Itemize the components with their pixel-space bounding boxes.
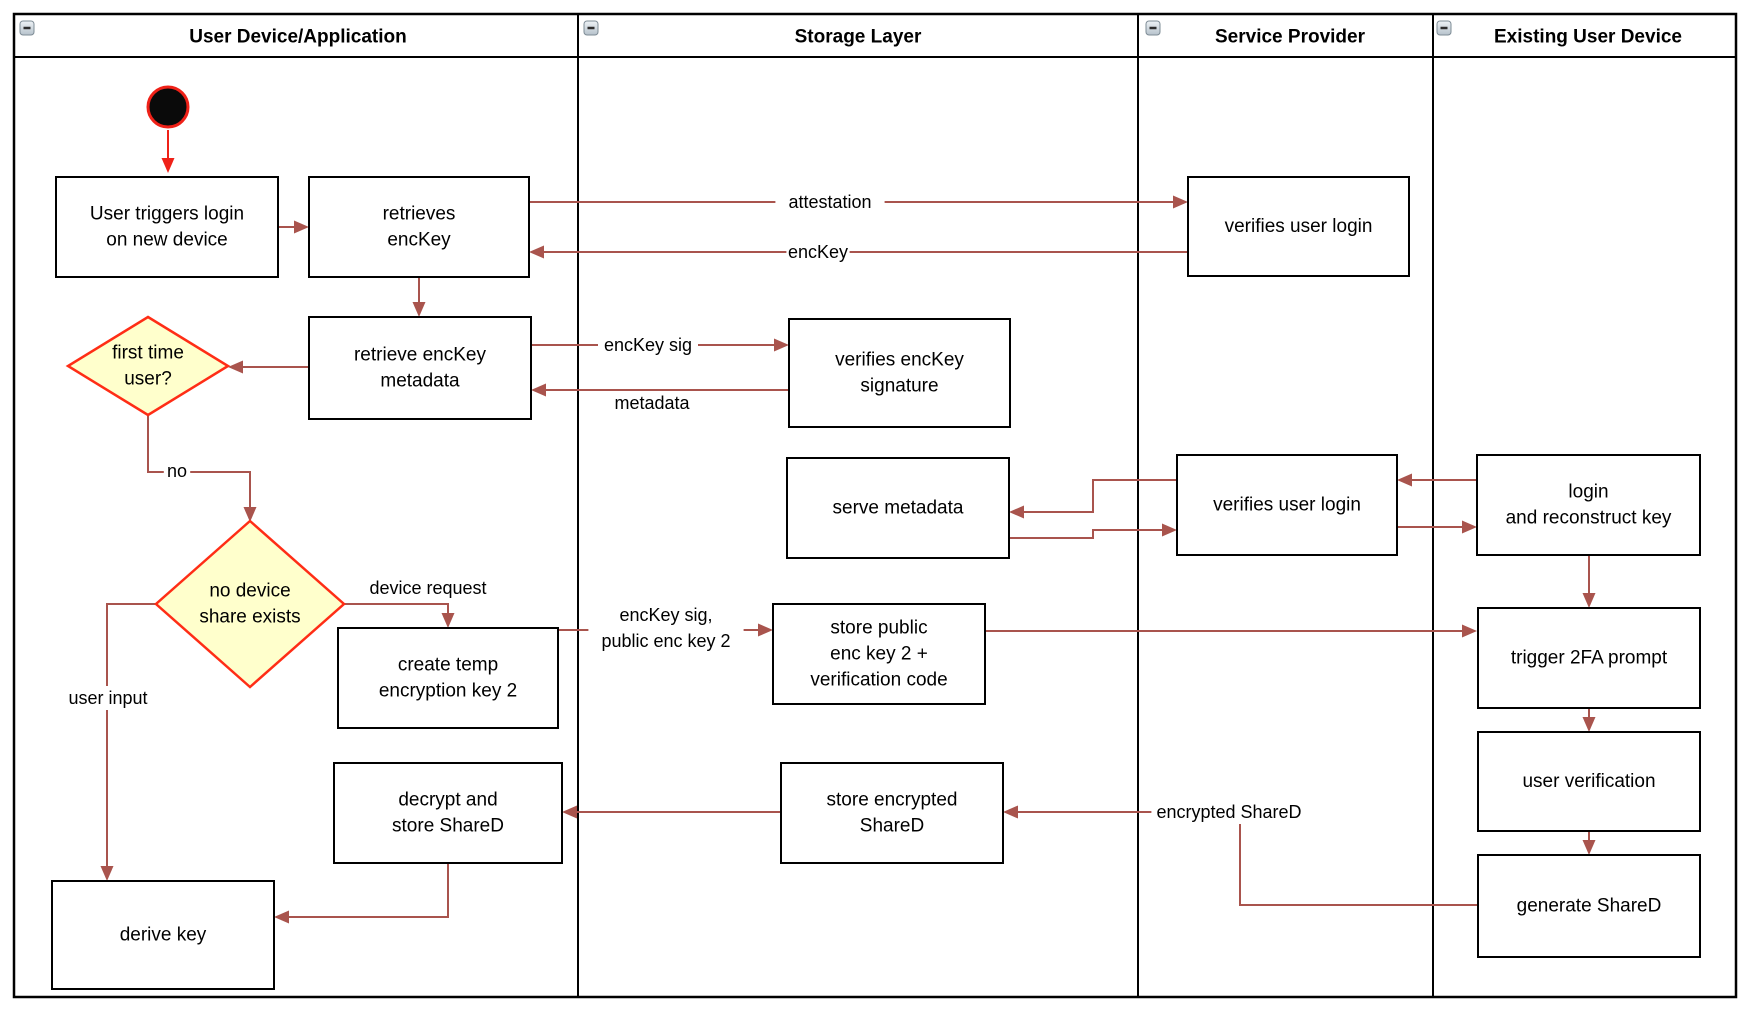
node-label: derive key: [119, 924, 207, 946]
node-create-temp-encryption-key-2[interactable]: [338, 628, 558, 728]
node-trigger-2fa-prompt[interactable]: [1478, 608, 1700, 708]
node-serve-metadata[interactable]: [787, 458, 1009, 558]
lane-title-2: Service Provider: [1215, 26, 1365, 48]
node-label: first time user?: [112, 342, 184, 390]
edge-label-device-request-label: [360, 576, 497, 600]
collapse-minus-icon[interactable]: [584, 21, 598, 35]
node-verifies-user-login-2[interactable]: [1177, 455, 1397, 555]
edge-label-metadata-label: [611, 391, 693, 415]
edge-label-encrypted-shared-label: [1151, 800, 1306, 824]
lane-title-0: User Device/Application: [189, 26, 407, 48]
node-label: verifies encKey signature: [835, 349, 964, 397]
edge-label-user-input-label: [58, 686, 158, 710]
node-label: decrypt and store ShareD: [392, 789, 504, 837]
node-label: serve metadata: [832, 497, 964, 519]
collapse-minus-icon[interactable]: [1146, 21, 1160, 35]
node-derive-key[interactable]: [52, 881, 274, 989]
node-label: encrypted ShareD: [1156, 802, 1302, 822]
node-generate-shared[interactable]: [1478, 855, 1700, 957]
node-label: trigger 2FA prompt: [1510, 647, 1668, 669]
node-verifies-user-login-1[interactable]: [1188, 177, 1409, 276]
node-login-and-reconstruct-key[interactable]: [1477, 455, 1700, 555]
node-retrieves-enckey[interactable]: [309, 177, 529, 277]
node-label: verifies user login: [1213, 494, 1361, 516]
collapse-minus-icon[interactable]: [1437, 21, 1451, 35]
node-label: device request: [369, 578, 487, 598]
node-user-triggers-login[interactable]: [56, 177, 278, 277]
node-label: encKey sig: [603, 335, 693, 355]
node-decrypt-and-store-shared[interactable]: [334, 763, 562, 863]
lane-title-3: Existing User Device: [1494, 26, 1682, 48]
node-label: metadata: [614, 393, 690, 413]
node-store-encrypted-shared[interactable]: [781, 763, 1003, 863]
node-label: store public enc key 2 + verification code: [810, 617, 948, 691]
collapse-minus-icon[interactable]: [20, 21, 34, 35]
node-retrieve-enckey-metadata[interactable]: [309, 317, 531, 419]
edge-label-enckey-sig-2-label: [588, 604, 743, 652]
node-label: encKey: [787, 242, 849, 262]
start-node[interactable]: [148, 87, 188, 127]
node-verifies-enckey-signature[interactable]: [789, 319, 1010, 427]
node-label: retrieves encKey: [382, 203, 456, 251]
node-label: login and reconstruct key: [1505, 481, 1672, 529]
edge-label-enckey-label: [786, 240, 849, 264]
node-label: no device share exists: [199, 580, 301, 628]
node-store-public-enc-key-2[interactable]: [773, 604, 985, 704]
node-label: create temp encryption key 2: [378, 654, 518, 702]
edge-label-enckey-sig-label: [598, 333, 698, 357]
node-label: store encrypted ShareD: [826, 789, 958, 837]
node-label: User triggers login on new device: [89, 203, 245, 251]
node-label: verifies user login: [1224, 216, 1373, 237]
node-label: generate ShareD: [1516, 895, 1662, 917]
node-label: retrieve encKey metadata: [353, 344, 487, 392]
node-label: user input: [68, 688, 148, 708]
lane-title-1: Storage Layer: [794, 26, 922, 48]
node-label: encKey sig, public enc key 2: [601, 605, 731, 651]
node-label: user verification: [1522, 771, 1656, 792]
node-label: attestation: [788, 192, 872, 212]
edge-label-attestation-label: [775, 190, 884, 214]
node-label: no: [166, 461, 188, 481]
node-user-verification[interactable]: [1478, 732, 1700, 831]
edge-label-no-label: [164, 459, 190, 483]
